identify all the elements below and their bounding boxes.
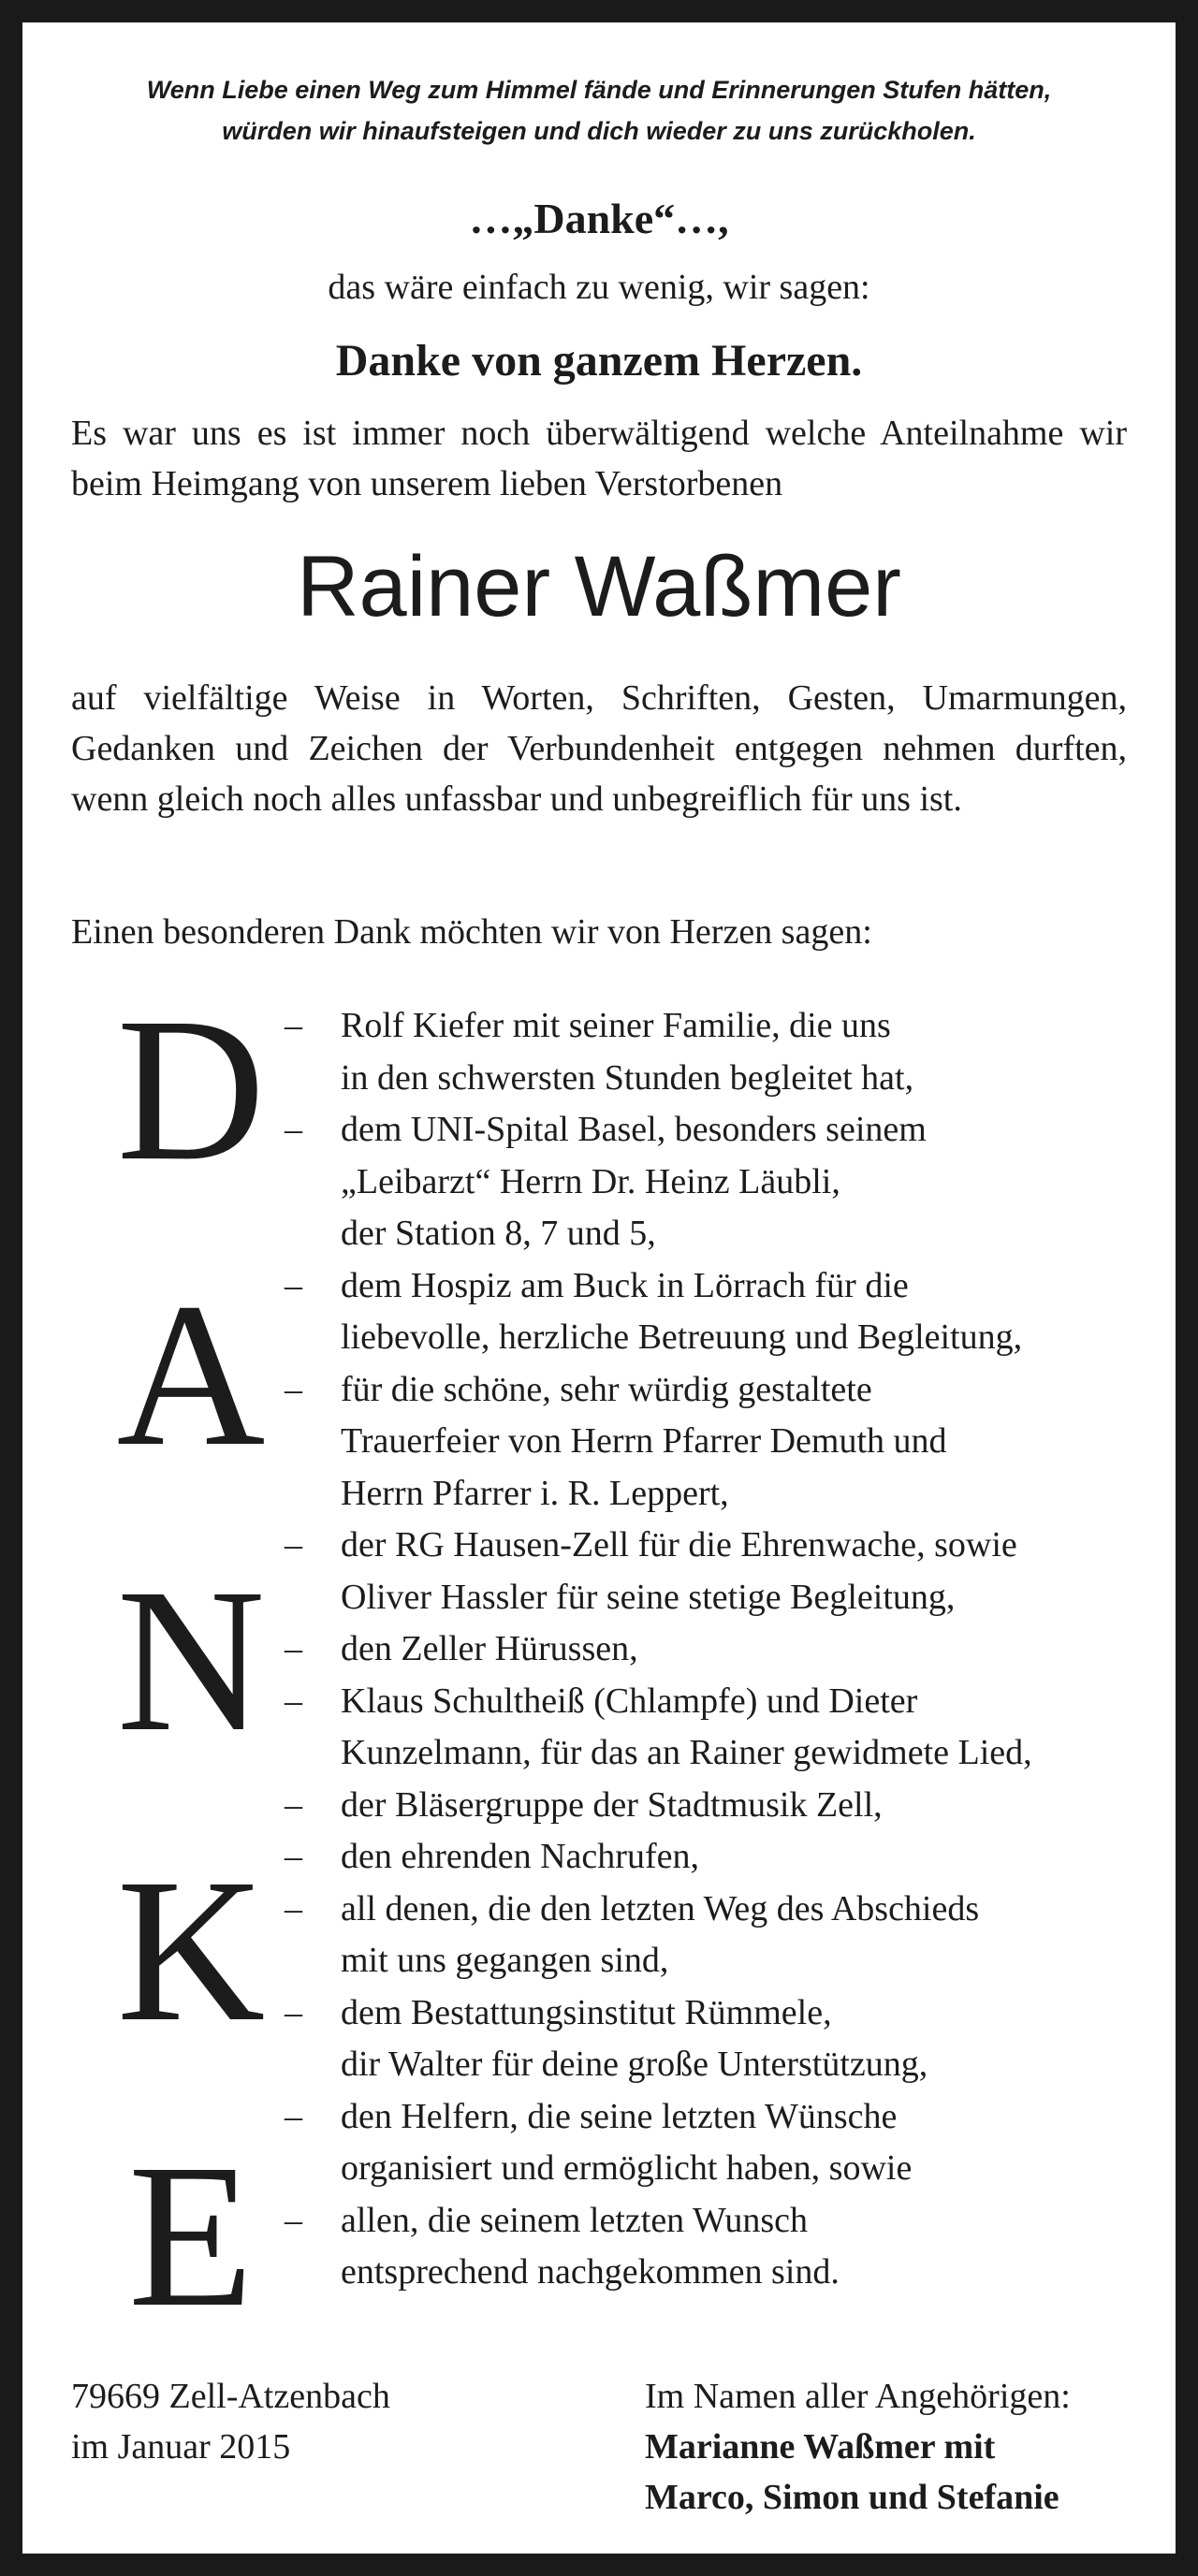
list-item — [285, 1780, 1155, 1832]
list-item — [285, 1831, 1155, 1884]
list-item-text: dem Bestattungsinstitut Rümmele, dir Walter für deine große Unterstützung, — [341, 1992, 928, 2084]
big-letter-n: N — [116, 1546, 266, 1774]
paragraph-2: auf vielfältige Weise in Worten, Schriften, Gesten, Umarmungen, Gedanken und Zeichen der Verbundenheit entgegen nehmen durften, wenn gleich noch alles unfassbar und unbegreiflich für uns ist. — [71, 678, 1127, 819]
list-item — [285, 1676, 1155, 1780]
dash: – — [285, 1006, 302, 1045]
list-item-text: Rolf Kiefer mit seiner Familie, die uns in den schwersten Stunden begleitet hat, — [341, 1006, 914, 1098]
big-letter-k: K — [116, 1836, 266, 2064]
deceased-name: Rainer Waßmer — [297, 539, 901, 634]
dash: – — [285, 1525, 302, 1565]
dash: – — [285, 1992, 302, 2032]
dash: – — [285, 1888, 302, 1928]
dash: – — [285, 1369, 302, 1409]
list-item — [285, 1260, 1155, 1364]
dash: – — [285, 2096, 302, 2136]
intro-line: das wäre einfach zu wenig, wir sagen: — [328, 268, 870, 307]
list-item-text: allen, die seinem letzten Wunsch entsprechend nachgekommen sind. — [341, 2200, 840, 2292]
list-item-text: dem UNI-Spital Basel, besonders seinem „Leibarzt“ Herrn Dr. Heinz Läubli, der Station 8, 7 und 5, — [341, 1110, 927, 1253]
motto — [22, 69, 1176, 152]
list-item-text: dem Hospiz am Buck in Lörrach für die liebevolle, herzliche Betreuung und Begleitung, — [341, 1265, 1023, 1357]
signature-block — [645, 2371, 1169, 2523]
big-letter-e: E — [127, 2121, 255, 2350]
paragraph-3: Einen besonderen Dank möchten wir von Herzen sagen: — [71, 912, 872, 952]
signature-name-2: Marco, Simon und Stefanie — [645, 2478, 1059, 2517]
list-item — [285, 1364, 1155, 1521]
motto-line-1: Wenn Liebe einen Weg zum Himmel fände und Erinnerungen Stufen hätten, — [146, 76, 1052, 104]
thanks-list — [285, 1000, 1155, 2299]
signature-intro: Im Namen aller Angehörigen: — [645, 2377, 1071, 2416]
list-item-text: der Bläsergruppe der Stadtmusik Zell, — [341, 1784, 883, 1825]
dash: – — [285, 1265, 302, 1305]
signature-name-1: Marianne Waßmer mit — [645, 2427, 996, 2467]
list-item-text: den Zeller Hürussen, — [341, 1629, 638, 1668]
thanks-heading: Danke von ganzem Herzen. — [335, 336, 863, 386]
list-item-text: für die schöne, sehr würdig gestaltete Trauerfeier von Herrn Pfarrer Demuth und Herrn Pfarrer i. R. Leppert, — [341, 1369, 947, 1513]
dash: – — [285, 1110, 302, 1149]
big-letter-a: A — [116, 1260, 266, 1489]
motto-line-2: würden wir hinaufsteigen und dich wieder zu uns zurückholen. — [222, 117, 976, 145]
list-item — [285, 1000, 1155, 1104]
list-item-text: den Helfern, die seine letzten Wünsche organisiert und ermöglicht haben, sowie — [341, 2096, 913, 2188]
place-date — [71, 2371, 595, 2472]
paragraph-1: Es war uns es ist immer noch überwältigend welche Anteilnahme wir beim Heimgang von unserem lieben Verstorbenen — [71, 414, 1127, 503]
list-item — [285, 1623, 1155, 1676]
date: im Januar 2015 — [71, 2427, 291, 2467]
big-letter-d: D — [116, 975, 266, 1203]
list-item — [285, 1104, 1155, 1260]
danke-acrostic — [97, 975, 285, 2350]
dash: – — [285, 1837, 302, 1876]
dash: – — [285, 2200, 302, 2240]
list-item-text: all denen, die den letzten Weg des Abschieds mit uns gegangen sind, — [341, 1888, 980, 1980]
dash: – — [285, 1629, 302, 1668]
list-item-text: den ehrenden Nachrufen, — [341, 1837, 699, 1876]
obituary-notice — [22, 22, 1176, 2554]
list-item — [285, 2091, 1155, 2195]
list-item — [285, 1520, 1155, 1623]
place: 79669 Zell-Atzenbach — [71, 2377, 390, 2416]
list-item — [285, 1884, 1155, 1987]
list-item — [285, 2195, 1155, 2299]
list-item — [285, 1987, 1155, 2091]
dash: – — [285, 1681, 302, 1721]
danke-heading: …„Danke“…, — [469, 195, 729, 242]
dash: – — [285, 1784, 302, 1825]
list-item-text: der RG Hausen-Zell für die Ehrenwache, sowie Oliver Hassler für seine stetige Begleitung, — [341, 1525, 1017, 1617]
list-item-text: Klaus Schultheiß (Chlampfe) und Dieter Kunzelmann, für das an Rainer gewidmete Lied, — [341, 1681, 1032, 1772]
